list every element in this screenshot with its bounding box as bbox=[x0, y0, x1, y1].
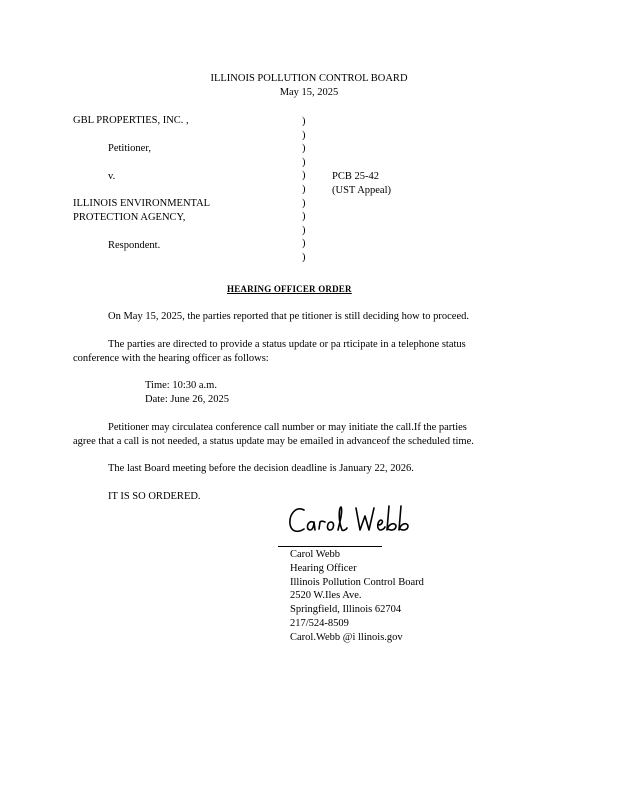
closing-statement: IT IS SO ORDERED. bbox=[108, 491, 201, 502]
signer-title: Hearing Officer bbox=[290, 562, 357, 574]
agency-heading: ILLINOIS POLLUTION CONTROL BOARD bbox=[210, 73, 408, 84]
petitioner-name: GBL PROPERTIES, INC. , bbox=[73, 115, 189, 126]
petitioner-role: Petitioner, bbox=[108, 143, 152, 154]
paragraph-3-line-1: Petitioner may circulatea conference call number or may initiate the call.If the parties bbox=[108, 422, 467, 433]
paragraph-2-line-1: The parties are directed to provide a status update or pa rticipate in a telephone status bbox=[108, 339, 466, 350]
signature-line bbox=[278, 546, 382, 547]
case-type: (UST Appeal) bbox=[332, 185, 392, 196]
respondent-role: Respondent. bbox=[108, 240, 161, 251]
conference-date: Date: June 26, 2025 bbox=[145, 394, 229, 405]
versus: v. bbox=[108, 171, 116, 182]
caption-parentheses bbox=[302, 115, 306, 265]
signer-city: Springfield, Illinois 62704 bbox=[290, 604, 402, 616]
caption-paren: ) bbox=[302, 183, 306, 195]
caption-paren: ) bbox=[302, 170, 306, 182]
caption-paren: ) bbox=[302, 238, 306, 250]
paragraph-4: The last Board meeting before the decision deadline is January 22, 2026. bbox=[108, 463, 414, 474]
paragraph-2-line-2: conference with the hearing officer as follows: bbox=[73, 353, 269, 364]
caption-paren: ) bbox=[302, 211, 306, 223]
caption-paren: ) bbox=[302, 156, 306, 168]
caption-paren: ) bbox=[302, 224, 306, 236]
respondent-line-1: ILLINOIS ENVIRONMENTAL bbox=[73, 198, 211, 209]
caption-paren: ) bbox=[302, 129, 306, 141]
order-date: May 15, 2025 bbox=[279, 87, 339, 98]
signer-address: 2520 W.Iles Ave. bbox=[290, 590, 362, 602]
signer-organization: Illinois Pollution Control Board bbox=[290, 576, 424, 588]
case-number: PCB 25-42 bbox=[332, 171, 379, 182]
signer-name: Carol Webb bbox=[290, 549, 340, 560]
conference-time: Time: 10:30 a.m. bbox=[145, 380, 217, 391]
caption-paren: ) bbox=[302, 251, 306, 263]
caption-paren: ) bbox=[302, 197, 306, 209]
paragraph-1: On May 15, 2025, the parties reported that pe titioner is still deciding how to proceed. bbox=[108, 311, 469, 322]
respondent-line-2: PROTECTION AGENCY, bbox=[73, 212, 186, 223]
order-title: HEARING OFFICER ORDER bbox=[227, 284, 352, 294]
signature-block bbox=[290, 548, 424, 645]
caption-paren: ) bbox=[302, 143, 306, 155]
caption-paren: ) bbox=[302, 116, 306, 127]
handwritten-signature bbox=[286, 502, 416, 544]
signer-email[interactable]: Carol.Webb @i llinois.gov bbox=[290, 631, 403, 643]
signer-phone: 217/524-8509 bbox=[290, 617, 349, 629]
paragraph-3-line-2: agree that a call is not needed, a status update may be emailed in advanceof the scheduled time. bbox=[73, 436, 474, 447]
